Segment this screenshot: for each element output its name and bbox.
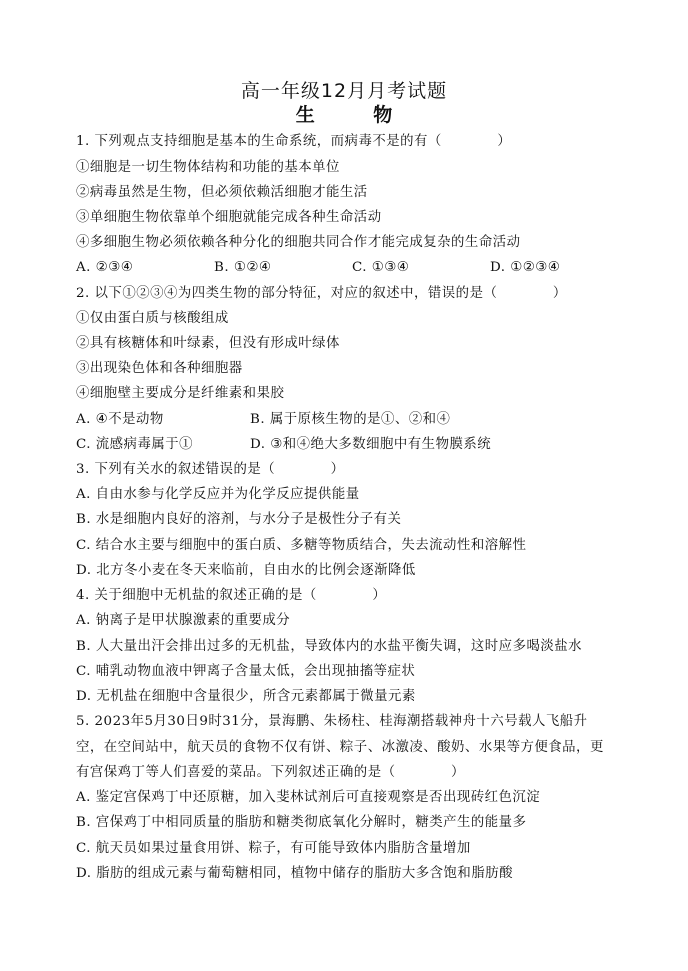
question-1-option-c: C. ①③④ xyxy=(352,260,410,275)
question-5-stem-line-2: 空，在空间站中，航天员的食物不仅有饼、粽子、冰激凌、酸奶、水果等方便食品，更 xyxy=(76,740,604,755)
question-1-statement-1: ①细胞是一切生物体结构和功能的基本单位 xyxy=(76,160,340,175)
question-4-option-c: C. 哺乳动物血液中钾离子含量太低，会出现抽搐等症状 xyxy=(76,664,416,679)
question-1-statement-2: ②病毒虽然是生物，但必须依赖活细胞才能生活 xyxy=(76,185,368,200)
question-2-option-b: B. 属于原核生物的是①、②和④ xyxy=(250,412,451,427)
question-3-option-d: D. 北方冬小麦在冬天来临前，自由水的比例会逐渐降低 xyxy=(76,563,416,578)
question-5-option-c: C. 航天员如果过量食用饼、粽子，有可能导致体内脂肪含量增加 xyxy=(76,841,471,856)
question-2-statement-2: ②具有核糖体和叶绿素，但没有形成叶绿体 xyxy=(76,336,340,351)
question-2-options-row-2 xyxy=(76,435,636,455)
question-5-option-a: A. 鉴定宫保鸡丁中还原糖，加入斐林试剂后可直接观察是否出现砖红色沉淀 xyxy=(76,790,541,805)
question-1-option-a: A. ②③④ xyxy=(76,260,134,275)
question-1-statement-3: ③单细胞生物依靠单个细胞就能完成各种生命活动 xyxy=(76,210,382,225)
question-3-option-a: A. 自由水参与化学反应并为化学反应提供能量 xyxy=(76,487,360,502)
question-4-option-b: B. 人大量出汗会排出过多的无机盐，导致体内的水盐平衡失调，这时应多喝淡盐水 xyxy=(76,639,583,654)
subject-title: 生 物 xyxy=(295,104,419,126)
question-2-option-d: D. ③和④绝大多数细胞中有生物膜系统 xyxy=(250,437,492,452)
question-3-option-b: B. 水是细胞内良好的溶剂，与水分子是极性分子有关 xyxy=(76,512,402,527)
question-5-stem-line-1: 5. 2023年5月30日9时31分，景海鹏、朱杨柱、桂海潮搭载神舟十六号载人飞船升 xyxy=(76,714,588,729)
question-3-stem: 3. 下列有关水的叙述错误的是（ ） xyxy=(76,462,345,477)
question-4-stem: 4. 关于细胞中无机盐的叙述正确的是（ ） xyxy=(76,588,387,603)
question-5-stem-line-3: 有宫保鸡丁等人们喜爱的菜品。下列叙述正确的是（ ） xyxy=(76,765,465,780)
question-1-options xyxy=(76,258,636,278)
question-5-option-d: D. 脂肪的组成元素与葡萄糖相同，植物中储存的脂肪大多含饱和脂肪酸 xyxy=(76,866,513,881)
exam-title: 高一年级12月月考试题 xyxy=(240,80,448,102)
question-4-option-a: A. 钠离子是甲状腺激素的重要成分 xyxy=(76,613,291,628)
question-2-stem: 2. 以下①②③④为四类生物的部分特征，对应的叙述中，错误的是（ ） xyxy=(76,286,567,301)
question-2-options-row-1 xyxy=(76,410,636,430)
question-1-statement-4: ④多细胞生物必须依赖各种分化的细胞共同合作才能完成复杂的生命活动 xyxy=(76,235,521,250)
question-3-option-c: C. 结合水主要与细胞中的蛋白质、多糖等物质结合，失去流动性和溶解性 xyxy=(76,538,527,553)
question-2-statement-4: ④细胞壁主要成分是纤维素和果胶 xyxy=(76,386,285,401)
question-1-option-b: B. ①②④ xyxy=(214,260,272,275)
question-4-option-d: D. 无机盐在细胞中含量很少，所含元素都属于微量元素 xyxy=(76,689,416,704)
question-2-option-a: A. ④不是动物 xyxy=(76,412,164,427)
question-1-stem: 1. 下列观点支持细胞是基本的生命系统，而病毒不是的有（ ） xyxy=(76,134,512,149)
question-1-option-d: D. ①②③④ xyxy=(490,260,561,275)
question-2-option-c: C. 流感病毒属于① xyxy=(76,437,194,452)
question-5-option-b: B. 宫保鸡丁中相同质量的脂肪和糖类彻底氧化分解时，糖类产生的能量多 xyxy=(76,815,527,830)
question-2-statement-3: ③出现染色体和各种细胞器 xyxy=(76,361,243,376)
question-2-statement-1: ①仅由蛋白质与核酸组成 xyxy=(76,311,229,326)
